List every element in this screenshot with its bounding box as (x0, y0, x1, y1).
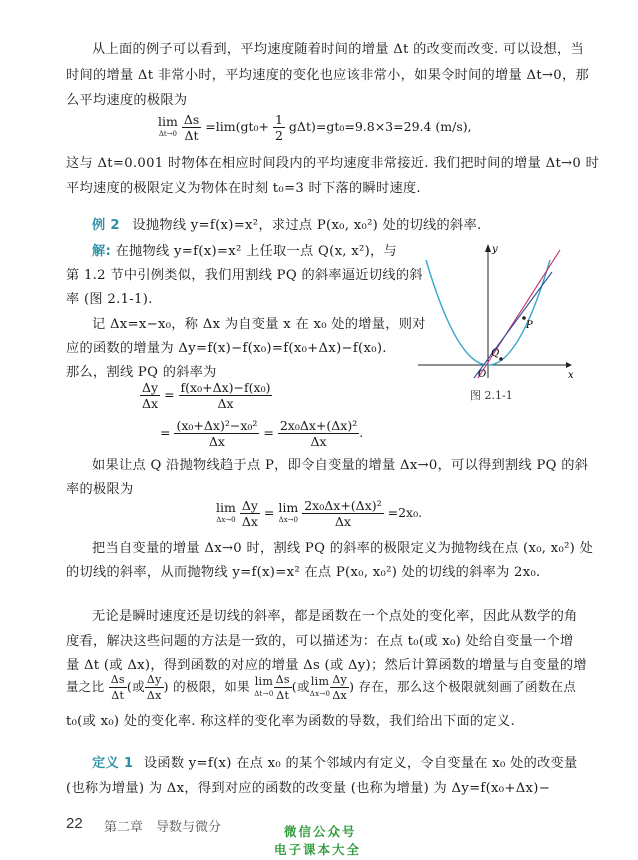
para5-line5: t₀(或 x₀) 处的变化率. 称这样的变化率为函数的导数，我们给出下面的定义. (66, 714, 515, 729)
solution-line2: 第 1.2 节中引例类似，我们用割线 PQ 的斜率逼近切线的斜 (66, 268, 423, 283)
chapter-title: 第二章 导数与微分 (104, 820, 222, 835)
example2 (92, 214, 482, 233)
origin-label: O (478, 369, 487, 380)
figure-parabola-tangent (418, 240, 578, 380)
watermark-line2: 电子课本大全 (274, 842, 362, 857)
para5-line2: 度看，解决这些问题的方法是一致的，可以描述为：在点 t₀(或 x₀) 处给自变量一个增 (66, 634, 574, 649)
solution-line5: 应的函数的增量为 Δy=f(x)−f(x₀)=f(x₀+Δx)−f(x₀). (66, 341, 387, 356)
para2-line2: 平均速度的极限定义为物体在时刻 t₀=3 时下落的瞬时速度. (66, 181, 421, 196)
watermark-line1: 微信公众号 (284, 824, 357, 839)
example2-text: 设抛物线 y=f(x)=x²，求过点 P(x₀, x₀²) 处的切线的斜率. (132, 218, 482, 233)
para1-line3: 么平均速度的极限为 (66, 93, 188, 108)
fraction-ds-dt: $\frac{\Delta s}{\Delta t}$ (183, 112, 200, 143)
x-axis-label: x (568, 370, 574, 380)
solution-line6: 那么，割线 PQ 的斜率为 (66, 365, 217, 380)
point-q-label: Q (491, 348, 500, 359)
point-p-label: P (526, 320, 533, 331)
equation-limit-slope: lim Δx→0 $\frac{\Delta y}{\Delta x}$ = lim Δx→0 $\frac{\text{2x₀Δx+(Δx)²}}{\Delta x}$ =2x₀. (216, 498, 423, 529)
equation-secant-slope-2: = $\frac{\text{(x₀+Δx)²−x₀²}}{\Delta x}$ = $\frac{\text{2x₀Δx+(Δx)²}}{\Delta x}$ . (160, 418, 364, 449)
lim-operator: lim Δt→0 (158, 113, 178, 138)
para3-line2: 率的极限为 (66, 482, 134, 497)
figure-caption: 图 2.1-1 (470, 389, 513, 402)
para5-line1: 无论是瞬时速度还是切线的斜率，都是函数在一个点处的变化率，因此从数学的角 (92, 609, 578, 624)
definition1-label: 定义 1 (92, 756, 134, 771)
equation-secant-slope-1: $\frac{\Delta y}{\Delta x}$ = $\frac{\text{f(x₀+Δx)−f(x₀)}}{\Delta x}$ (142, 380, 271, 411)
example2-label: 例 2 (92, 218, 120, 233)
x-axis-arrow (566, 362, 572, 368)
definition1-line1: 定义 1 设函数 y=f(x) 在点 x₀ 的某个邻域内有定义，令自变量在 x₀ 处的改变量 (92, 756, 578, 771)
para4-line2: 的切线的斜率，从而抛物线 y=f(x)=x² 在点 P(x₀, x₀²) 处的切线的斜率为 2x₀. (66, 565, 541, 580)
solution-line1: 解: 在抛物线 y=f(x)=x² 上任取一点 Q(x, x²)，与 (92, 244, 398, 259)
solution-label: 解: (92, 244, 112, 259)
y-axis-label: y (492, 244, 498, 255)
page-number: 22 (66, 815, 83, 832)
solution-line4: 记 Δx=x−x₀，称 Δx 为自变量 x 在 x₀ 处的增量，则对 (92, 317, 426, 332)
para1-line2: 时间的增量 Δt 非常小时，平均速度的变化也应该非常小，如果令时间的增量 Δt→0，那 (66, 68, 589, 83)
para2-line1: 这与 Δt=0.001 时物体在相应时间段内的平均速度非常接近. 我们把时间的增量 Δt→0 时 (66, 156, 600, 171)
para5-line4: 量之比 $\frac{\Delta s}{\Delta t}$ (或 $\frac{\Delta y}{\Delta x}$ ) 的极限，如果 lim Δt→0 $\frac{\Delta s}{\Delta t}$ (或lim Δx→0 $\frac{\Delta y}{\Delta x}$ ) 存在，那么这个极限就刻画了函数在点 (66, 673, 577, 702)
solution-line3: 率 (图 2.1-1). (66, 292, 153, 307)
para1-line1: 从上面的例子可以看到，平均速度随着时间的增量 Δt 的改变而改变. 可以设想，当 (92, 42, 584, 57)
para4-line1: 把当自变量的增量 Δx→0 时，割线 PQ 的斜率的极限定义为抛物线在点 (x₀, x₀²) 处 (92, 541, 594, 556)
point-q (499, 357, 503, 361)
secant-line (474, 272, 552, 378)
y-axis-arrow (485, 244, 491, 252)
definition1-line2: (也称为增量) 为 Δx，得到对应的函数的改变量 (也称为增量) 为 Δy=f(x₀+Δx)− (66, 781, 551, 796)
para5-line3: 量 Δt (或 Δx)，得到函数的对应的增量 Δs (或 Δy)；然后计算函数的增量与自变量的增 (66, 658, 587, 673)
para3-line1: 如果让点 Q 沿抛物线趋于点 P，即令自变量的增量 Δx→0，可以得到割线 PQ 的斜 (92, 458, 589, 473)
equation-instant-velocity: lim Δt→0 $\frac{\Delta s}{\Delta t}$ =lim(gt₀+ $\frac{1}{2}$ gΔt)=gt₀=9.8×3=29.4 (m/s), (158, 112, 472, 143)
fraction-half: $\frac{1}{2}$ (274, 112, 283, 143)
